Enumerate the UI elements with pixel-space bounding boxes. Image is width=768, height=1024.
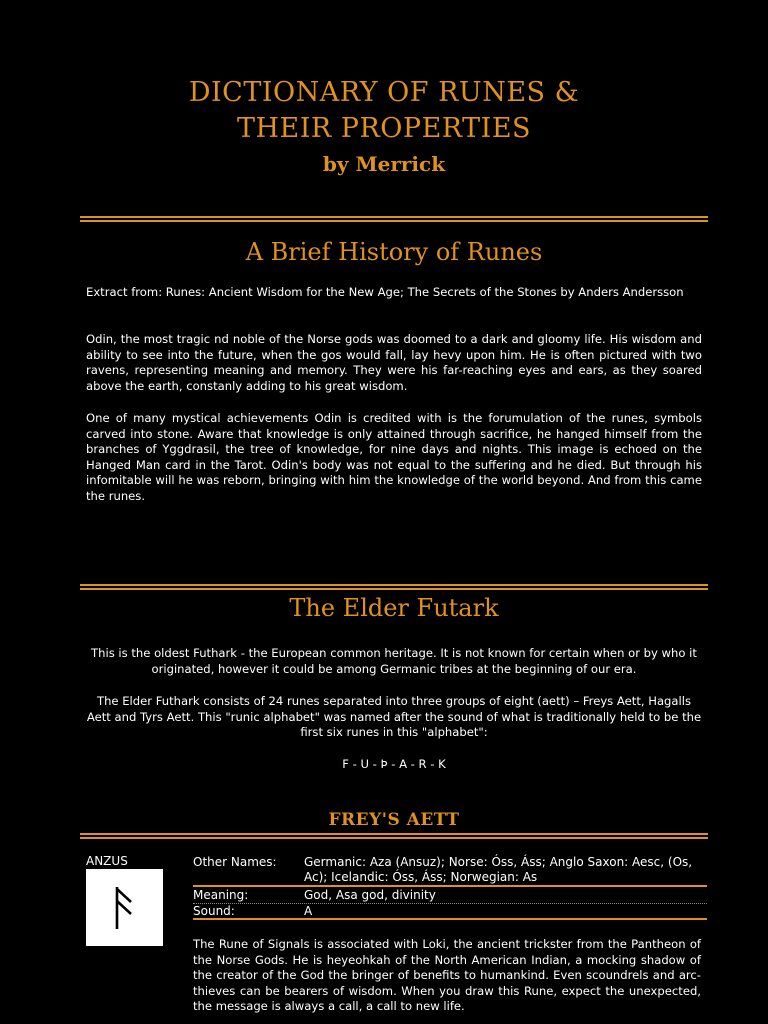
ansuz-rune-icon: [86, 869, 163, 946]
property-value: Germanic: Aza (Ansuz); Norse: Óss, Áss; Anglo Saxon: Aesc, (Os, Ac); Icelandic: Óss, Áss; Norwegian: As: [304, 855, 693, 884]
history-heading: A Brief History of Runes: [245, 238, 543, 266]
row-separator: [193, 918, 707, 920]
freys-aett-heading: FREY'S AETT: [328, 810, 460, 830]
property-label: Sound:: [193, 904, 235, 918]
row-separator: [193, 885, 707, 887]
section-divider: [80, 216, 708, 222]
history-paragraph-1: Odin, the most tragic nd noble of the Norse gods was doomed to a dark and gloomy life. His wisdom and ability to see into the future, when the gos would fall, lay hevy upon him. He is often pictured with two ravens, representing meaning and memory. They were his far-reaching eyes and ears, as they soared above the earth, constanly adding to his great wisdom.: [86, 332, 702, 393]
futhark-heading: The Elder Futark: [289, 594, 499, 622]
property-label: Meaning:: [193, 888, 249, 902]
history-paragraph-2: One of many mystical achievements Odin is credited with is the forumulation of the runes, symbols carved into stone. Aware that knowledge is only attained through sacrifice, he hanged himself from the branches of Yggdrasil, the tree of knowledge, for nine days and nights. This image is echoed on the Hanged Man card in the Tarot. Odin's body was not equal to the suffering and he died. But through his infomitable will he was reborn, bringing with him the knowledge of the world beyond. And from this came the runes.: [86, 411, 702, 503]
rune-name: ANZUS: [86, 854, 128, 868]
document-title-line-1: DICTIONARY OF RUNES &: [188, 77, 580, 108]
futhark-paragraph-1: This is the oldest Futhark - the European common heritage. It is not known for certain when or by who it originated, however it could be among Germanic tribes at the beginning of our era.: [91, 646, 697, 676]
property-value: God, Asa god, divinity: [304, 888, 436, 902]
section-divider: [80, 584, 708, 590]
document-byline: by Merrick: [322, 152, 446, 176]
history-extract: Extract from: Runes: Ancient Wisdom for the New Age; The Secrets of the Stones by Anders Andersson: [86, 285, 684, 299]
futhark-sequence: F - U - Þ - A - R - K: [342, 757, 446, 771]
property-label: Other Names:: [193, 855, 277, 869]
section-divider: [80, 833, 708, 839]
property-value: A: [304, 904, 313, 918]
document-title-line-2: THEIR PROPERTIES: [236, 113, 532, 144]
futhark-paragraph-2: The Elder Futhark consists of 24 runes separated into three groups of eight (aett) – Freys Aett, Hagalls Aett and Tyrs Aett. This "runic alphabet" was named after the sound of what is traditionally held to be the first six runes in this "alphabet":: [86, 694, 702, 740]
rune-image: [86, 869, 163, 946]
rune-description: The Rune of Signals is associated with Loki, the ancient trickster from the Pantheon of the Norse Gods. He is heyeohkah of the North American Indian, a mocking shadow of the creator of the God the bringer of benefits to humankind. Even scoundrels and arc-thieves can be bearers of wisdom. When you draw this Rune, expect the unexpected, the message is always a call, a call to new life.: [193, 937, 701, 1014]
